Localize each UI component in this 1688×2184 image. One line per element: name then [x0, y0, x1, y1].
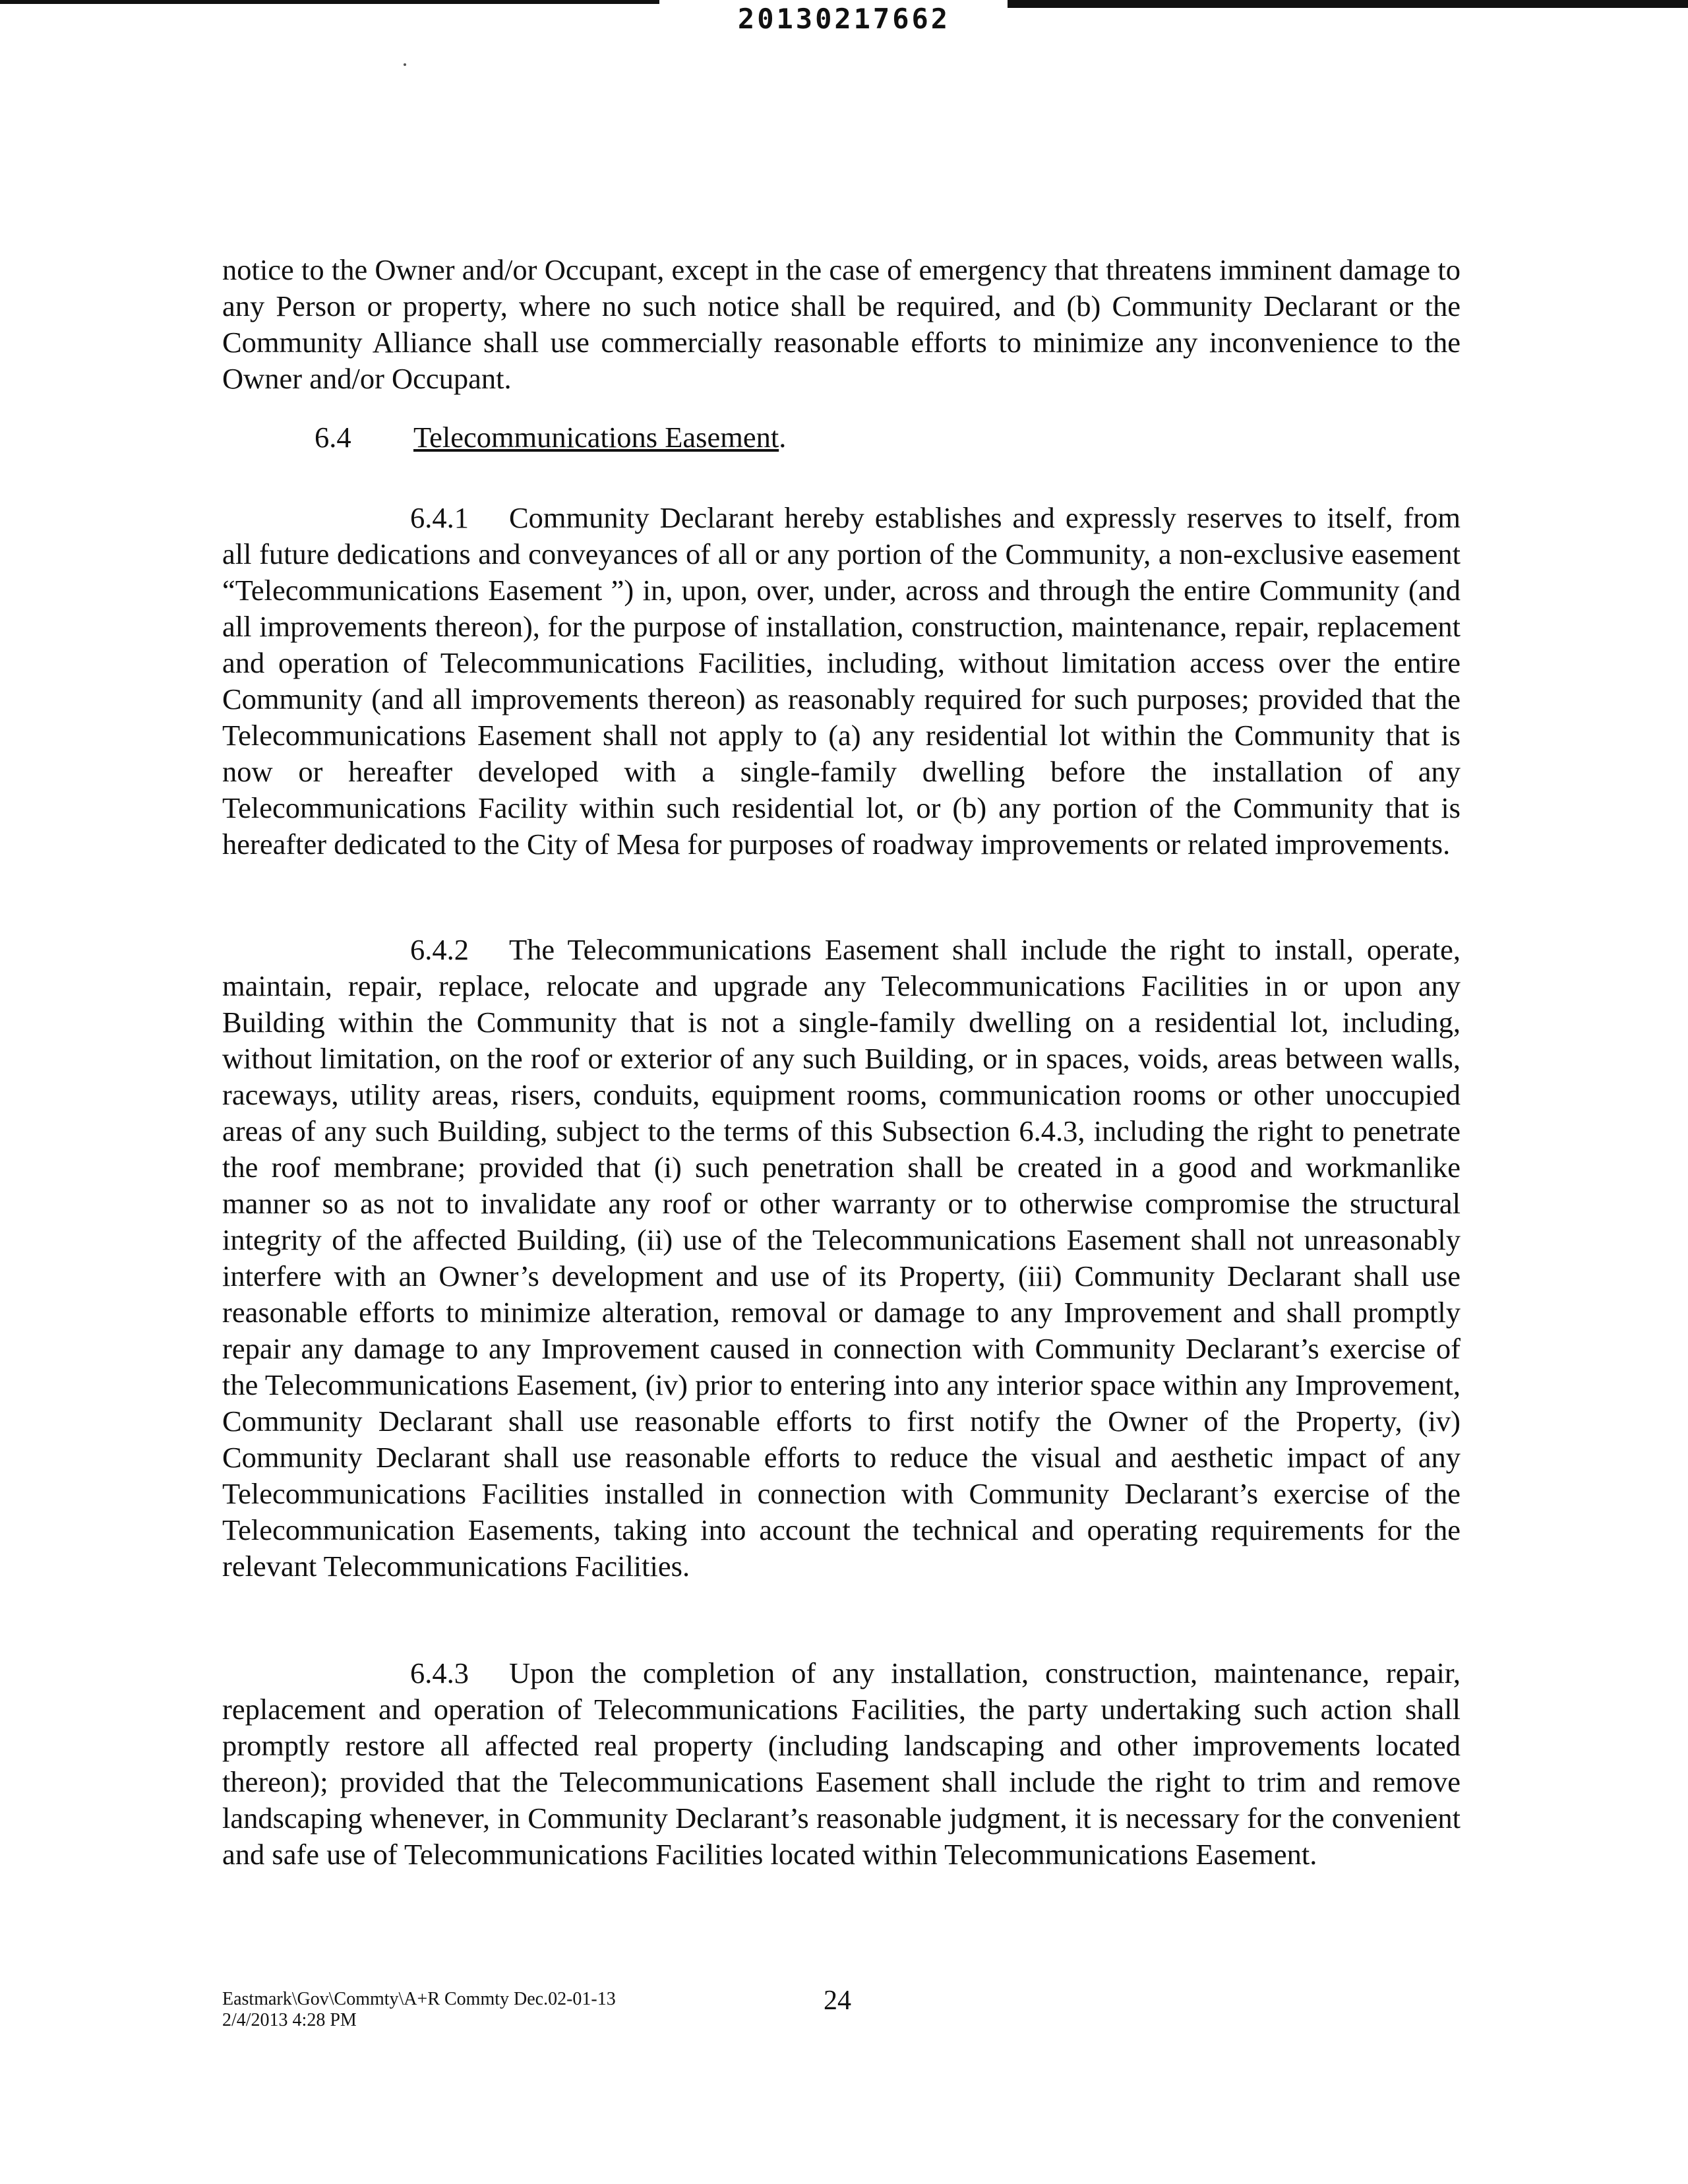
section-title-period: .	[779, 421, 787, 454]
subsection-text: Upon the completion of any installation, construction, maintenance, repair, replacement and operation of Telecommunications Facilities, the party undertaking such action shall promptly restore all affected real property (including landscaping and other improvements located thereon); provided that the Telecommunications Easement shall include the right to trim and remove landscaping whenever, in Community Declarant’s reasonable judgment, it is necessary for the convenient and safe use of Telecommunications Facilities located within Telecommunications Easement.	[222, 1656, 1461, 1871]
scan-speck	[404, 63, 406, 66]
section-heading	[315, 419, 786, 456]
footer-timestamp: 2/4/2013 4:28 PM	[222, 2010, 357, 2030]
subsection-text: The Telecommunications Easement shall include the right to install, operate, maintain, repair, replace, relocate and upgrade any Telecommunications Facilities in or upon any Building within the Community that is not a single-family dwelling on a residential lot, including, without limitation, on the roof or exterior of any such Building, or in spaces, voids, areas between walls, raceways, utility areas, risers, conduits, equipment rooms, communication rooms or other unoccupied areas of any such Building, subject to the terms of this Subsection 6.4.3, including the right to penetrate the roof membrane; provided that (i) such penetration shall be created in a good and workmanlike manner so as not to invalidate any roof or other warranty or to otherwise compromise the structural integrity of the affected Building, (ii) use of the Telecommunications Easement shall not unreasonably interfere with an Owner’s development and use of its Property, (iii) Community Declarant shall use reasonable efforts to minimize alteration, removal or damage to any Improvement and shall promptly repair any damage to any Improvement caused in connection with Community Declarant’s exercise of the Telecommunications Easement, (iv) prior to entering into any interior space within any Improvement, Community Declarant shall use reasonable efforts to first notify the Owner of the Property, (iv) Community Declarant shall use reasonable efforts to reduce the visual and aesthetic impact of any Telecommunications Facilities installed in connection with Community Declarant’s exercise of the Telecommunication Easements, taking into account the technical and operating requirements for the relevant Telecommunications Facilities.	[222, 933, 1461, 1583]
section-title: Telecommunications Easement	[413, 421, 779, 454]
subsection-text: Community Declarant hereby establishes and expressly reserves to itself, from all future dedications and conveyances of all or any portion of the Community, a non-exclusive easement “Telecommunications Easement ”) in, upon, over, under, across and through the entire Community (and all improvements thereon), for the purpose of installation, construction, maintenance, repair, replacement and operation of Telecommunications Facilities, including, without limitation access over the entire Community (and all improvements thereon) as reasonably required for such purposes; provided that the Telecommunications Easement shall not apply to (a) any residential lot within the Community that is now or hereafter developed with a single-family dwelling before the installation of any Telecommunications Facility within such residential lot, or (b) any portion of the Community that is hereafter dedicated to the City of Mesa for purposes of roadway improvements or related improvements.	[222, 501, 1461, 861]
subsection-number: 6.4.1	[410, 501, 469, 534]
continuation-paragraph: notice to the Owner and/or Occupant, except in the case of emergency that threatens imminent damage to any Person or property, where no such notice shall be required, and (b) Community Declarant or the Community Alliance shall use commercially reasonable efforts to minimize any inconvenience to the Owner and/or Occupant.	[222, 253, 1461, 395]
footer-file-info	[222, 1989, 616, 2031]
footer-file-path: Eastmark\Gov\Commty\A+R Commty Dec.02-01-13	[222, 1989, 616, 2009]
subsection-6-4-3	[222, 1655, 1461, 1873]
page-number: 24	[824, 1986, 851, 2016]
subsection-number: 6.4.2	[410, 933, 469, 966]
subsection-number: 6.4.3	[410, 1656, 469, 1689]
subsection-6-4-2	[222, 932, 1461, 1585]
subsection-6-4-1	[222, 500, 1461, 863]
recording-number: 20130217662	[737, 3, 951, 35]
section-number: 6.4	[315, 421, 351, 454]
